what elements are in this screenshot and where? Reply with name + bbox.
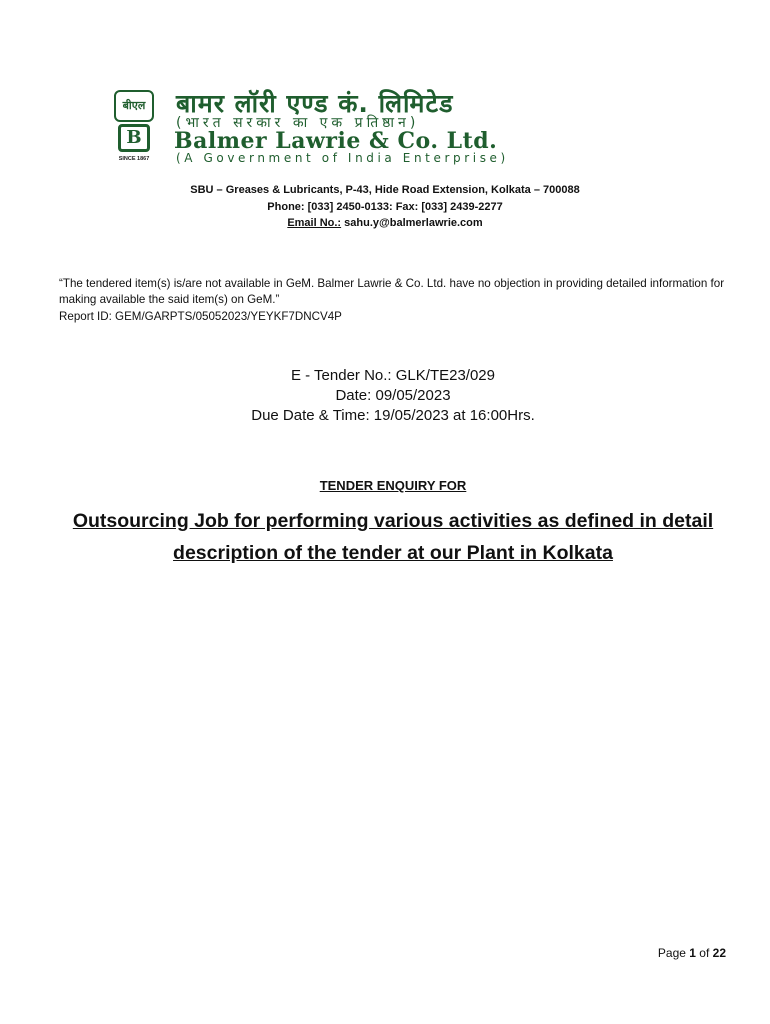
company-logo: [110, 88, 672, 168]
page-label: Page: [657, 946, 690, 960]
enquiry-heading: TENDER ENQUIRY FOR: [319, 478, 467, 493]
logo-emblem: [110, 88, 158, 168]
emblem-since-label: SINCE 1867: [118, 156, 150, 162]
tender-title: Outsourcing Job for performing various activities as defined in detail description of the tender at our Plant in Kolkata: [72, 510, 714, 564]
emblem-monogram: बीएल: [114, 90, 154, 122]
gem-notice: “The tendered item(s) is/are not available in GeM. Balmer Lawrie & Co. Ltd. have no objection in providing detailed information for making available the said item(s) on GeM.”: [59, 277, 725, 306]
page-footer: [600, 945, 726, 961]
page-number: 1: [689, 946, 696, 960]
tender-due-date: Due Date & Time: 19/05/2023 at 16:00Hrs.: [251, 407, 535, 424]
address-line: SBU – Greases & Lubricants, P-43, Hide Road Extension, Kolkata – 700088: [190, 184, 580, 196]
email-label: Email No.:: [287, 217, 342, 229]
email-value[interactable]: sahu.y@balmerlawrie.com: [341, 217, 483, 229]
tender-number: E - Tender No.: GLK/TE23/029: [290, 367, 495, 384]
logo-english-name: Balmer Lawrie & Co. Ltd.: [174, 128, 498, 154]
logo-hindi-subtitle: (भारत सरकार का एक प्रतिष्ठान): [176, 115, 420, 131]
emblem-b-mark: B: [118, 124, 150, 152]
phone-fax-line: Phone: [033] 2450-0133: Fax: [033] 2439-2277: [267, 201, 503, 213]
email-line: [0, 215, 770, 231]
tender-date: Date: 09/05/2023: [335, 387, 451, 404]
logo-hindi-name: बामर लॉरी एण्ड कं. लिमिटेड: [176, 89, 454, 118]
logo-english-subtitle: (A Government of India Enterprise): [176, 151, 509, 165]
report-id: Report ID: GEM/GARPTS/05052023/YEYKF7DNCV4P: [59, 310, 342, 323]
of-label: of: [695, 946, 713, 960]
page-total: 22: [712, 946, 726, 960]
